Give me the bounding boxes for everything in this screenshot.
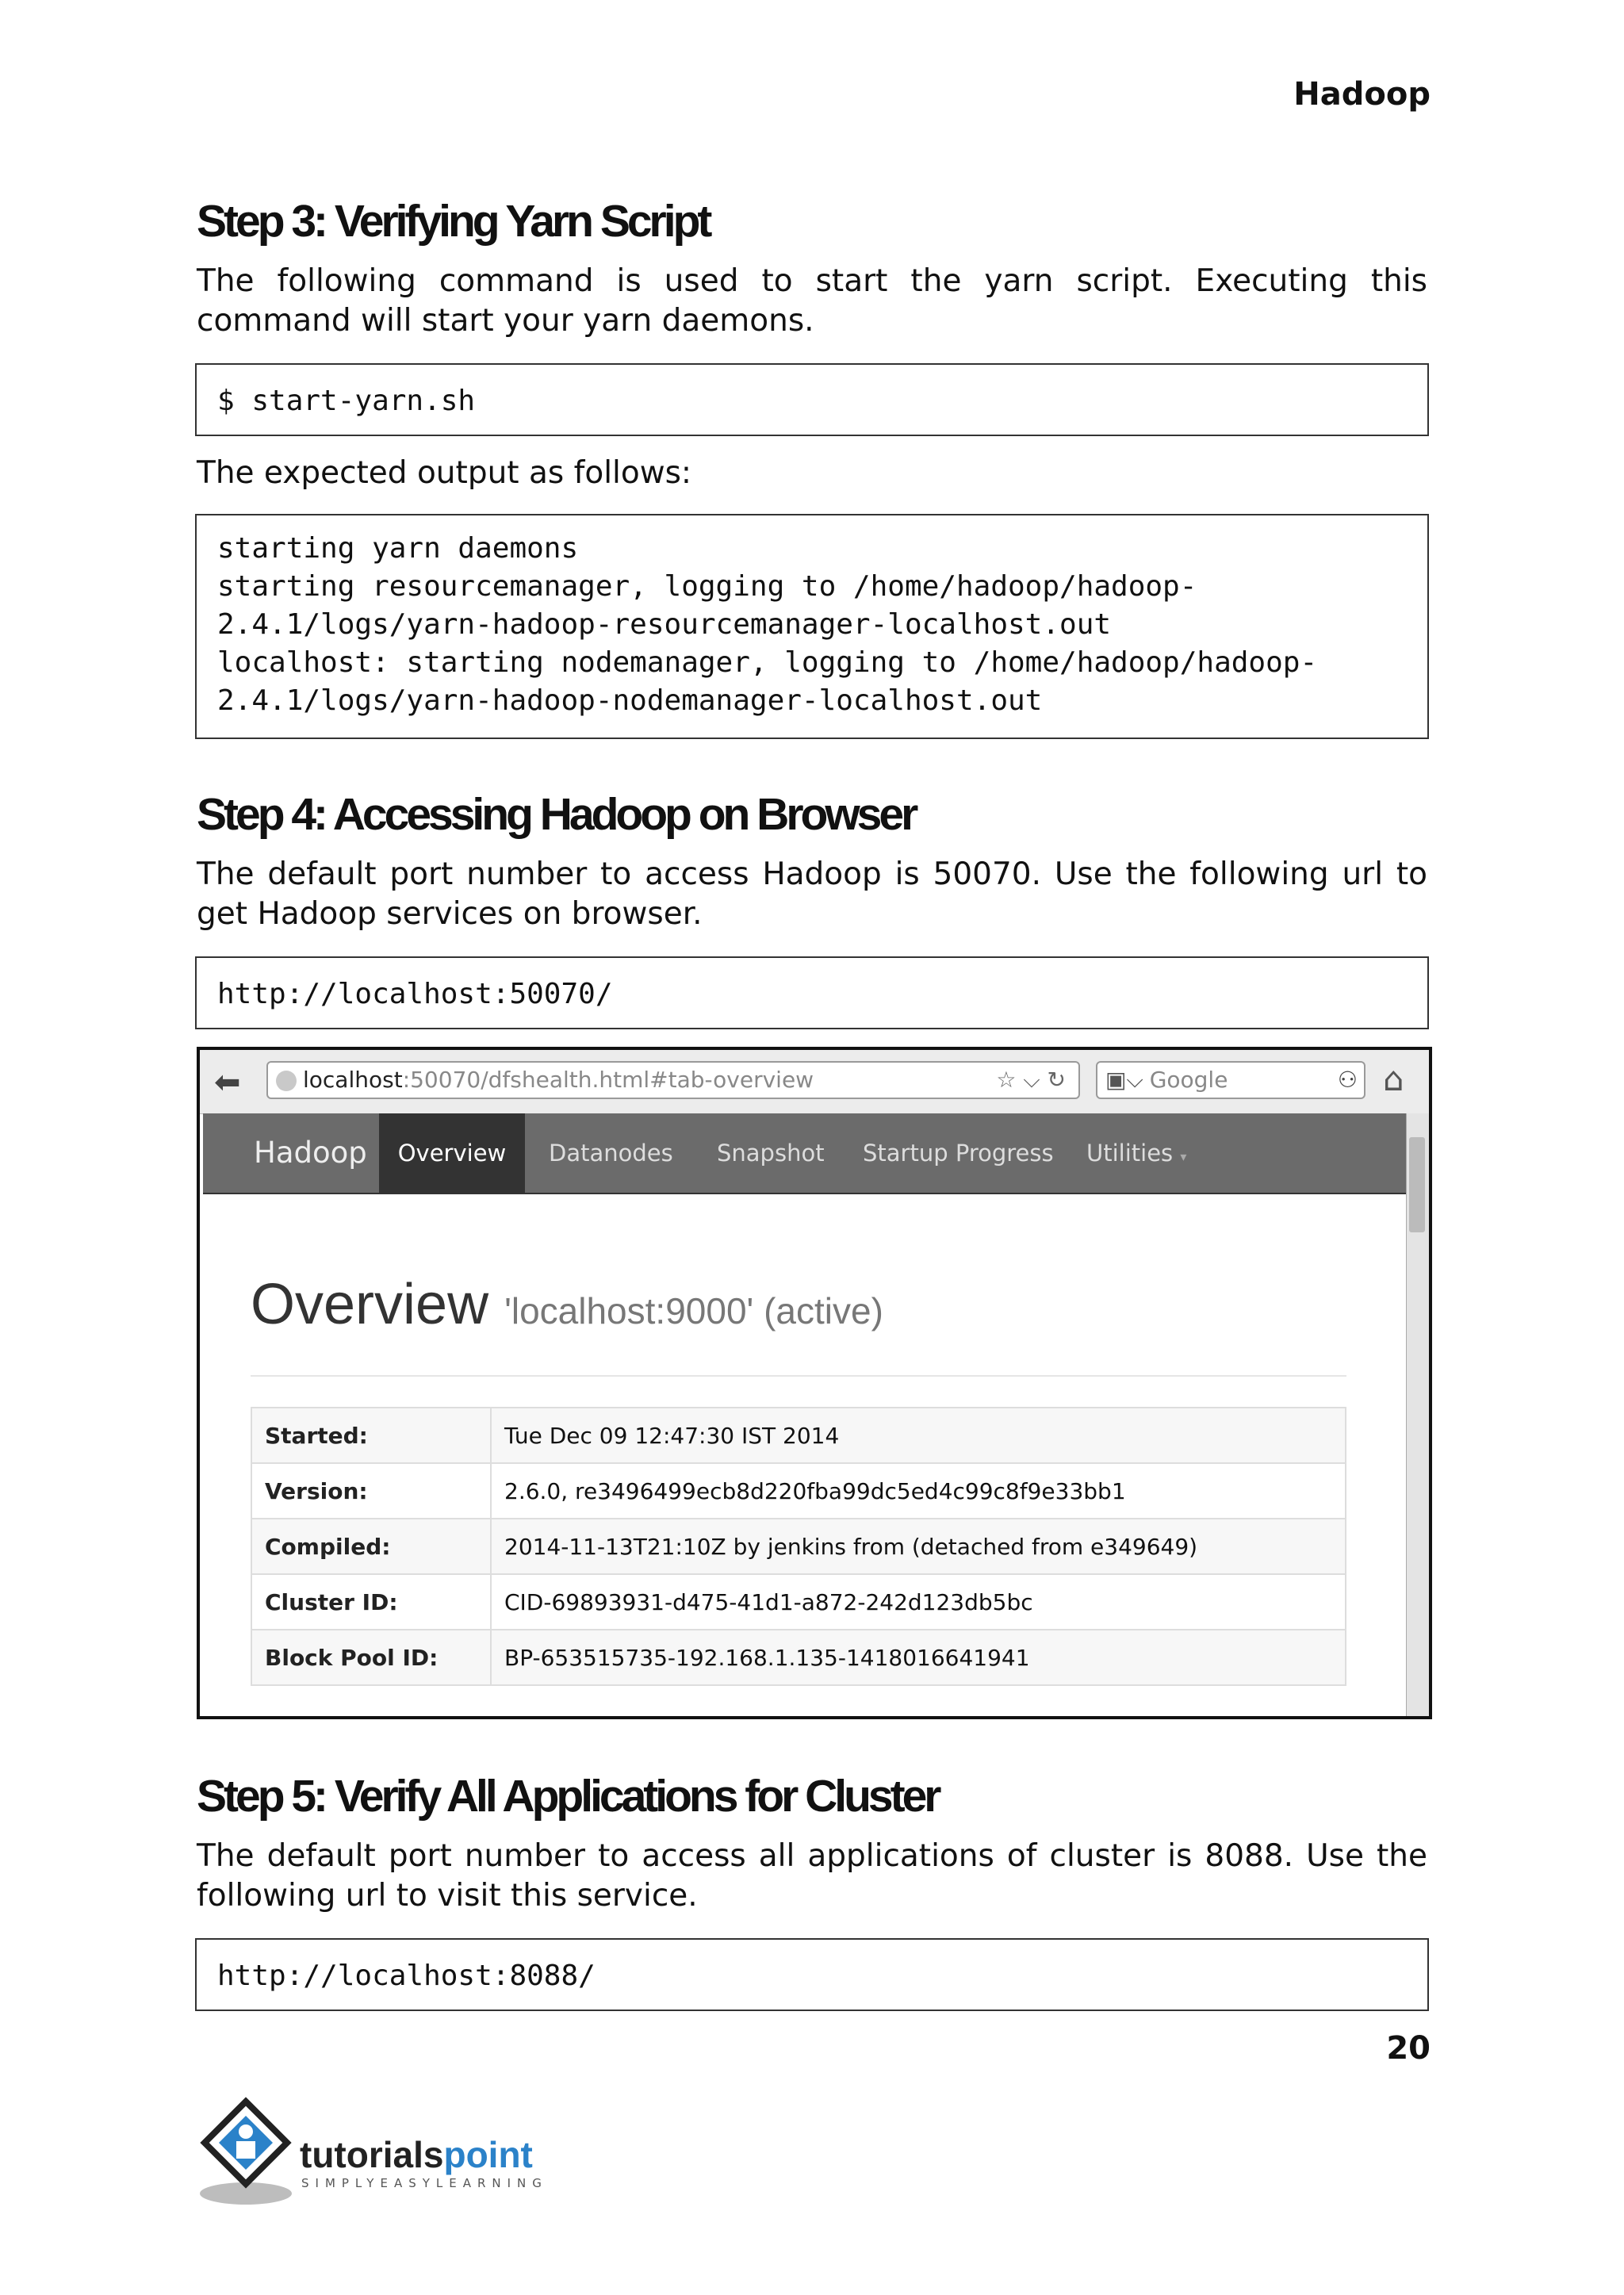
overview-subtitle: 'localhost:9000' (active) bbox=[504, 1290, 883, 1331]
step5-paragraph: The default port number to access all applications of cluster is 8088. Use the following url to visit this service. bbox=[197, 1838, 1427, 1914]
row-value: Tue Dec 09 12:47:30 IST 2014 bbox=[491, 1408, 1346, 1463]
step3-paragraph: The following command is used to start the yarn script. Executing this command will start your yarn daemons. bbox=[197, 263, 1427, 339]
tab-overview[interactable]: Overview bbox=[379, 1113, 525, 1193]
logo-wordmark bbox=[300, 2133, 533, 2176]
tab-snapshot[interactable]: Snapshot bbox=[717, 1140, 825, 1167]
overview-heading: Overview bbox=[251, 1273, 489, 1336]
row-value: CID-69893931-d475-41d1-a872-242d123db5bc bbox=[491, 1574, 1346, 1630]
step5-url-box bbox=[195, 1938, 1429, 2011]
row-value: 2014-11-13T21:10Z by jenkins from (detached from e349649) bbox=[491, 1519, 1346, 1574]
output-line: 2.4.1/logs/yarn-hadoop-nodemanager-localhost.out bbox=[217, 684, 1043, 717]
step4-paragraph: The default port number to access Hadoop is 50070. Use the following url to get Hadoop services on browser. bbox=[197, 856, 1427, 932]
table-row bbox=[251, 1574, 1346, 1630]
output-line: localhost: starting nodemanager, logging to /home/hadoop/hadoop- bbox=[217, 646, 1318, 679]
table-row bbox=[251, 1463, 1346, 1519]
tab-utilities[interactable] bbox=[1086, 1113, 1186, 1193]
tutorialspoint-logo bbox=[197, 2094, 561, 2213]
browser-toolbar bbox=[200, 1050, 1429, 1114]
step5-heading: Step 5: Verify All Applications for Cluster bbox=[197, 1771, 939, 1822]
bookmark-star-icon[interactable]: ☆ ⌵ ↻ bbox=[996, 1067, 1066, 1093]
address-bar[interactable] bbox=[266, 1061, 1080, 1099]
home-icon[interactable]: ⌂ bbox=[1383, 1059, 1404, 1098]
step4-url-box bbox=[195, 956, 1429, 1029]
back-arrow-icon[interactable]: ⬅ bbox=[214, 1064, 241, 1101]
row-value: 2.6.0, re3496499ecb8d220fba99dc5ed4c99c8f9e33bb1 bbox=[491, 1463, 1346, 1519]
browser-screenshot bbox=[197, 1047, 1432, 1719]
step3-heading: Step 3: Verifying Yarn Script bbox=[197, 196, 710, 247]
step3-output-intro: The expected output as follows: bbox=[197, 455, 692, 491]
overview-table bbox=[251, 1407, 1346, 1686]
divider bbox=[251, 1375, 1346, 1377]
hadoop-navbar bbox=[203, 1113, 1408, 1194]
output-line: starting yarn daemons bbox=[217, 532, 579, 565]
navbar-brand[interactable]: Hadoop bbox=[254, 1136, 367, 1170]
binoculars-icon[interactable]: ⚇ bbox=[1337, 1067, 1358, 1093]
caret-down-icon: ▾ bbox=[1180, 1149, 1187, 1164]
url-path: :50070/dfshealth.html#tab-overview bbox=[402, 1067, 814, 1093]
command-line: $ start-yarn.sh bbox=[217, 385, 476, 417]
overview-title bbox=[251, 1272, 883, 1337]
tab-startup-progress[interactable]: Startup Progress bbox=[863, 1140, 1054, 1167]
table-row bbox=[251, 1519, 1346, 1574]
row-label: Block Pool ID: bbox=[251, 1630, 491, 1685]
search-bar[interactable] bbox=[1096, 1061, 1365, 1099]
row-value: BP-653515735-192.168.1.135-1418016641941 bbox=[491, 1630, 1346, 1685]
url-host: localhost bbox=[303, 1067, 403, 1093]
step3-command-box bbox=[195, 363, 1429, 436]
step3-output-box bbox=[195, 514, 1429, 739]
output-line: starting resourcemanager, logging to /home/hadoop/hadoop- bbox=[217, 570, 1197, 603]
row-label: Cluster ID: bbox=[251, 1574, 491, 1630]
row-label: Version: bbox=[251, 1463, 491, 1519]
logo-word-point: point bbox=[443, 2134, 533, 2175]
scrollbar[interactable] bbox=[1406, 1113, 1429, 1716]
logo-word-tutorials: tutorials bbox=[300, 2134, 444, 2175]
scrollbar-thumb[interactable] bbox=[1409, 1137, 1425, 1232]
output-line: 2.4.1/logs/yarn-hadoop-resourcemanager-localhost.out bbox=[217, 608, 1112, 641]
running-header: Hadoop bbox=[1293, 76, 1431, 113]
search-placeholder: Google bbox=[1149, 1067, 1228, 1093]
row-label: Compiled: bbox=[251, 1519, 491, 1574]
url-line: http://localhost:8088/ bbox=[217, 1960, 596, 1992]
logo-tagline: SIMPLYEASYLEARNING bbox=[301, 2176, 548, 2190]
url-line: http://localhost:50070/ bbox=[217, 978, 613, 1010]
row-label: Started: bbox=[251, 1408, 491, 1463]
table-row bbox=[251, 1630, 1346, 1685]
page-number: 20 bbox=[1386, 2030, 1431, 2067]
logo-diamond-icon bbox=[197, 2094, 300, 2213]
globe-icon bbox=[276, 1071, 297, 1091]
search-engine-icon[interactable]: ▣⌵ bbox=[1105, 1067, 1143, 1093]
step4-heading: Step 4: Accessing Hadoop on Browser bbox=[197, 789, 916, 840]
tab-datanodes[interactable]: Datanodes bbox=[549, 1140, 673, 1167]
tab-utilities-label: Utilities bbox=[1086, 1140, 1174, 1167]
table-row bbox=[251, 1408, 1346, 1463]
